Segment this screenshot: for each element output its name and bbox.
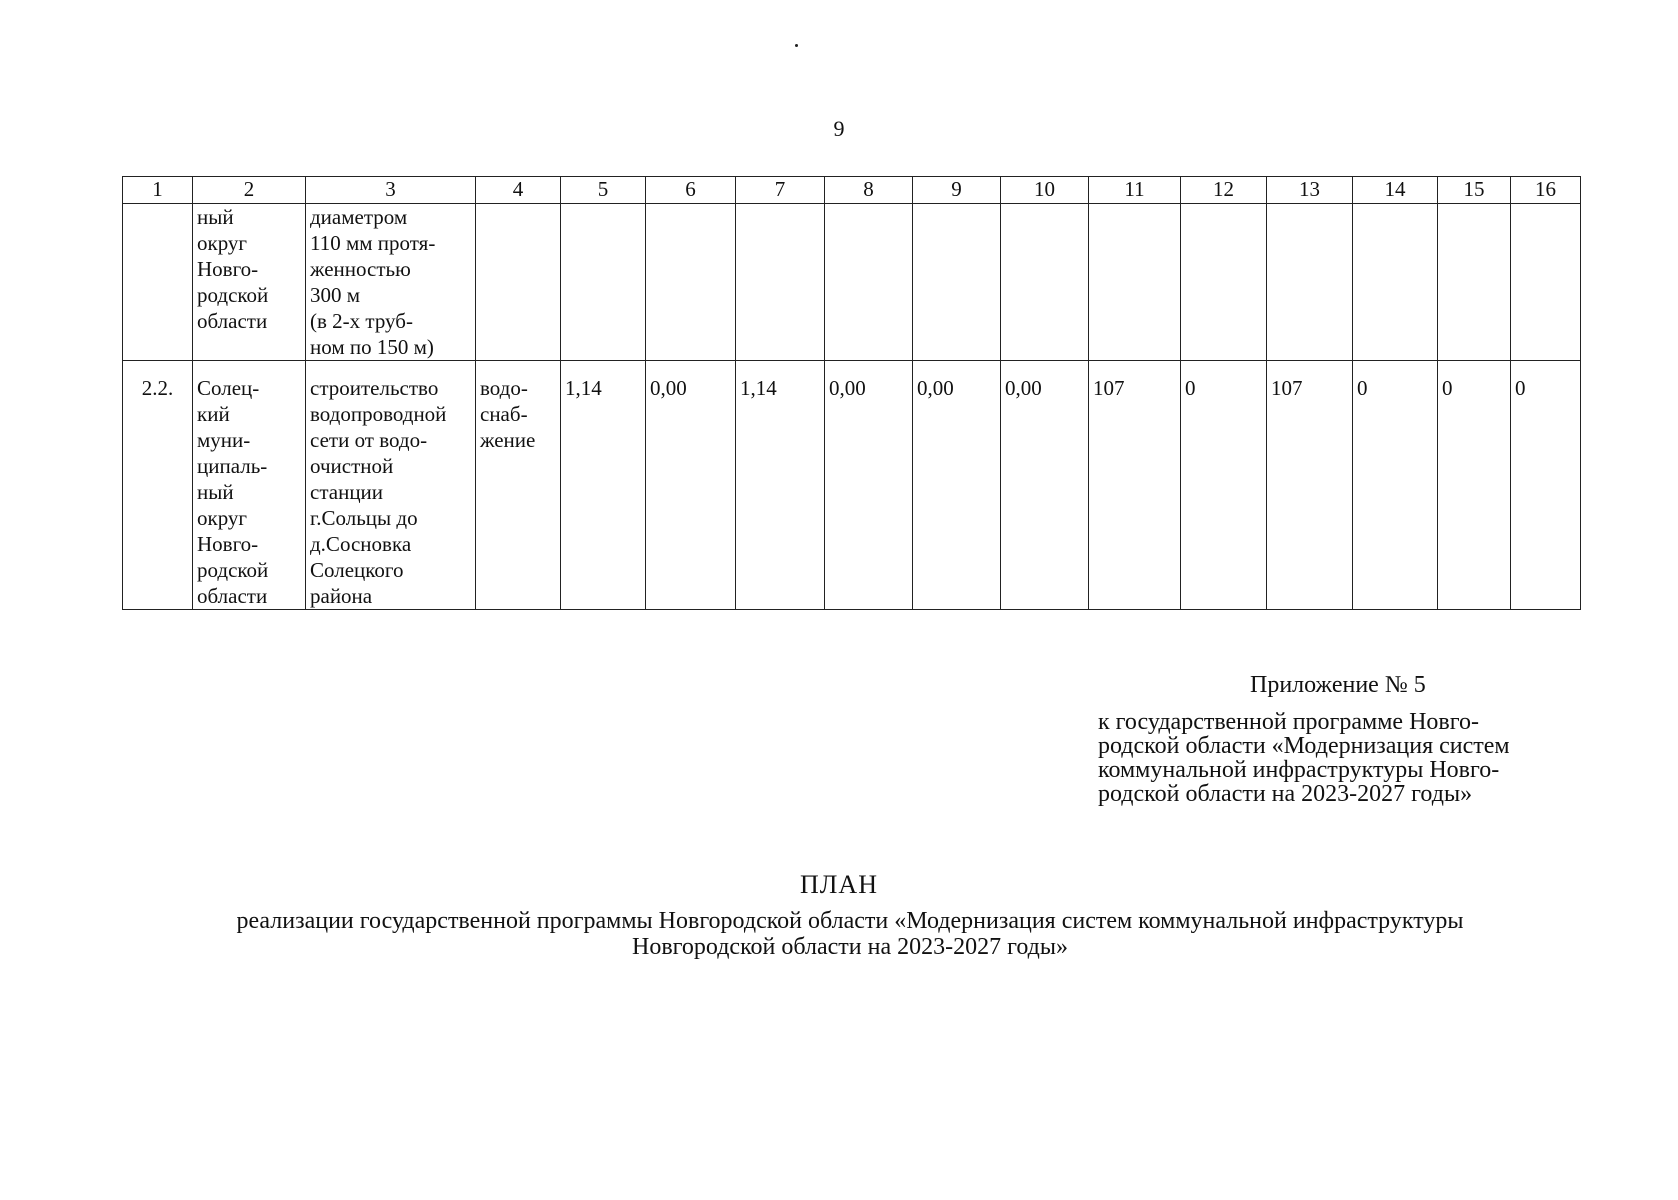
column-header: 10 <box>1001 177 1089 204</box>
page-dot-mark <box>795 44 798 47</box>
table-cell: 0,00 <box>913 361 1001 610</box>
column-header: 1 <box>123 177 193 204</box>
table-cell <box>736 204 825 361</box>
table-cell: 0 <box>1353 361 1438 610</box>
plan-title: ПЛАН <box>800 870 878 899</box>
column-header: 11 <box>1089 177 1181 204</box>
column-header: 2 <box>193 177 306 204</box>
table-cell <box>825 204 913 361</box>
table-cell <box>123 204 193 361</box>
plan-subtitle: реализации государственной программы Новгородской области «Модернизация систем коммунальной инфраструктуры Новгородской области на 2023-2027 годы» <box>236 908 1464 960</box>
table-cell: 1,14 <box>561 361 646 610</box>
column-header: 15 <box>1438 177 1511 204</box>
page-number: 9 <box>833 116 845 141</box>
table-cell: водо- снаб- жение <box>476 361 561 610</box>
table-cell <box>476 204 561 361</box>
table-cell: Солец- кий муни- ципаль- ный округ Новго- родской области <box>193 361 306 610</box>
column-header: 14 <box>1353 177 1438 204</box>
column-header: 4 <box>476 177 561 204</box>
table-cell: 107 <box>1267 361 1353 610</box>
column-header: 6 <box>646 177 736 204</box>
table-cell <box>913 204 1001 361</box>
table-cell <box>1089 204 1181 361</box>
table-cell <box>1001 204 1089 361</box>
table-cell: 1,14 <box>736 361 825 610</box>
table-row <box>123 361 1581 610</box>
table-cell <box>1353 204 1438 361</box>
program-table <box>122 176 1581 610</box>
table-row <box>123 204 1581 361</box>
table-cell: 0 <box>1438 361 1511 610</box>
column-header: 5 <box>561 177 646 204</box>
table-cell <box>1267 204 1353 361</box>
column-header: 8 <box>825 177 913 204</box>
table-cell <box>561 204 646 361</box>
table-cell: 0 <box>1511 361 1581 610</box>
table-cell: 0 <box>1181 361 1267 610</box>
table-cell: 107 <box>1089 361 1181 610</box>
table-cell: 0,00 <box>646 361 736 610</box>
appendix-text: к государственной программе Новго- родской области «Модернизация систем коммунальной инфраструктуры Новго- родской области на 2023-2027 годы» <box>1098 709 1510 807</box>
column-header: 7 <box>736 177 825 204</box>
table-cell: диаметром 110 мм протя- женностью 300 м (в 2-х труб- ном по 150 м) <box>306 204 476 361</box>
table-cell <box>1511 204 1581 361</box>
column-header: 12 <box>1181 177 1267 204</box>
table-cell <box>1181 204 1267 361</box>
table-cell <box>646 204 736 361</box>
table-cell: 0,00 <box>1001 361 1089 610</box>
table-cell <box>1438 204 1511 361</box>
column-header: 3 <box>306 177 476 204</box>
appendix-title: Приложение № 5 <box>1250 672 1426 698</box>
table-cell: строительство водопроводной сети от водо- очистной станции г.Сольцы до д.Сосновка Солецкого района <box>306 361 476 610</box>
table-cell: ный округ Новго- родской области <box>193 204 306 361</box>
appendix-block <box>1098 670 1598 806</box>
column-header: 13 <box>1267 177 1353 204</box>
table-cell: 0,00 <box>825 361 913 610</box>
table-cell: 2.2. <box>123 361 193 610</box>
column-header: 9 <box>913 177 1001 204</box>
column-header: 16 <box>1511 177 1581 204</box>
table-header-row <box>123 177 1581 204</box>
